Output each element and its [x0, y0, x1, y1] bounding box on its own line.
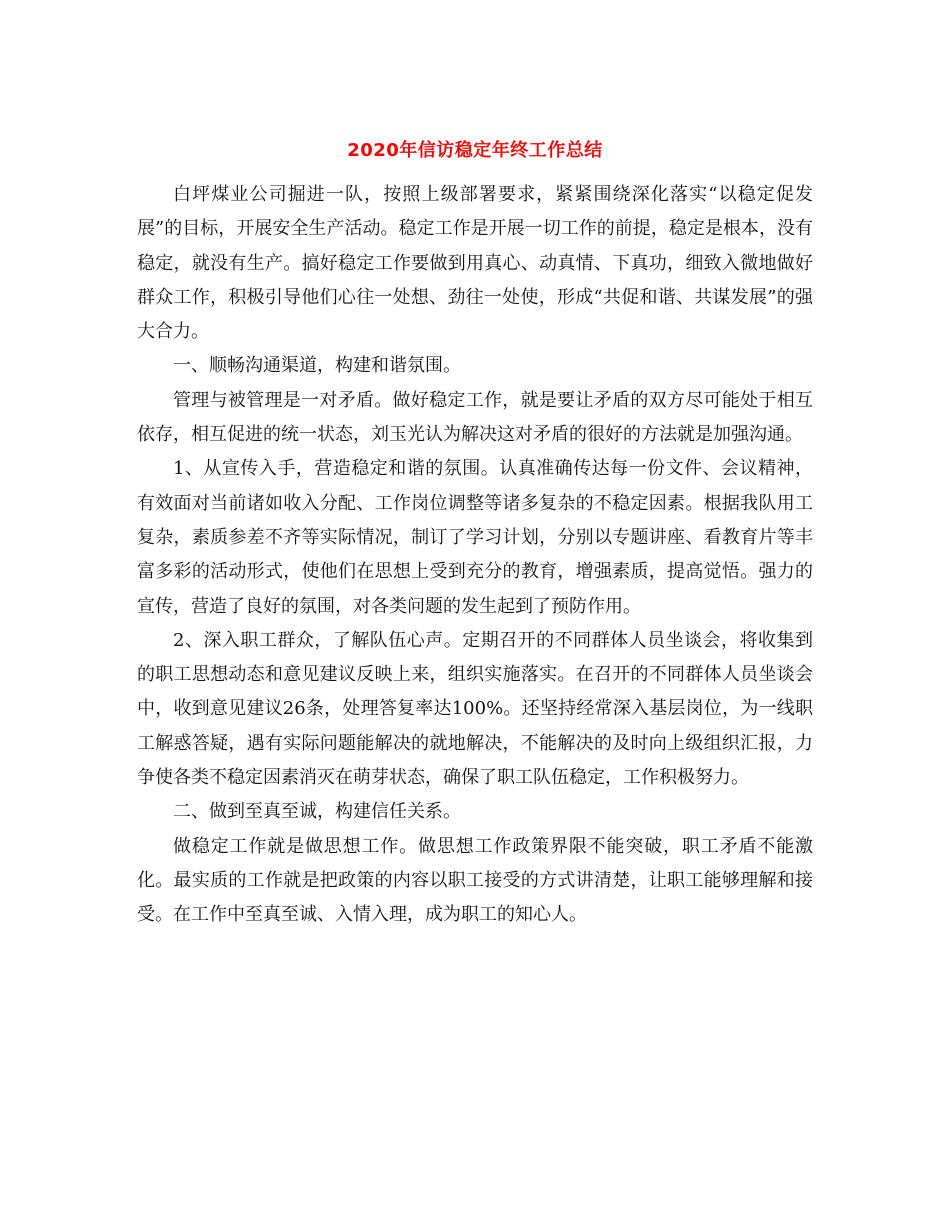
document-body [137, 178, 813, 933]
section-heading-2: 二、做到至真至诚，构建信任关系。 [173, 801, 461, 823]
paragraph-section-2-intro: 做稳定工作就是做思想工作。做思想工作政策界限不能突破，职工矛盾不能激化。最实质的工作就是把政策的内容以职工接受的方式讲清楚，让职工能够理解和接受。在工作中至真至诚、入情入理，成为职工的知心人。 [137, 835, 813, 926]
section-heading-1: 一、顺畅沟通渠道，构建和谐氛围。 [173, 355, 461, 377]
paragraph-section-1-intro: 管理与被管理是一对矛盾。做好稳定工作，就是要让矛盾的双方尽可能处于相互依存，相互促进的统一状态，刘玉光认为解决这对矛盾的很好的方法就是加强沟通。 [137, 389, 813, 446]
paragraph-item-2: 2、深入职工群众，了解队伍心声。定期召开的不同群体人员坐谈会，将收集到的职工思想动态和意见建议反映上来，组织实施落实。在召开的不同群体人员坐谈会中，收到意见建议26条，处理答复率达100%。还坚持经常深入基层岗位，为一线职工解惑答疑，遇有实际问题能解决的就地解决，不能解决的及时向上级组织汇报，力争使各类不稳定因素消灭在萌芽状态，确保了职工队伍稳定，工作积极努力。 [137, 629, 813, 789]
document-title: 2020年信访稳定年终工作总结 [347, 140, 603, 161]
paragraph-intro: 白坪煤业公司掘进一队，按照上级部署要求，紧紧围绕深化落实“以稳定促发展”的目标，开展安全生产活动。稳定工作是开展一切工作的前提，稳定是根本，没有稳定，就没有生产。搞好稳定工作要做到用真心、动真情、下真功，细致入微地做好群众工作，积极引导他们心往一处想、劲往一处使，形成“共促和谐、共谋发展”的强大合力。 [137, 184, 813, 343]
paragraph-item-1: 1、从宣传入手，营造稳定和谐的氛围。认真准确传达每一份文件、会议精神，有效面对当前诸如收入分配、工作岗位调整等诸多复杂的不稳定因素。根据我队用工复杂，素质参差不齐等实际情况，制订了学习计划，分别以专题讲座、看教育片等丰富多彩的活动形式，使他们在思想上受到充分的教育，增强素质，提高觉悟。强力的宣传，营造了良好的氛围，对各类问题的发生起到了预防作用。 [137, 458, 813, 617]
